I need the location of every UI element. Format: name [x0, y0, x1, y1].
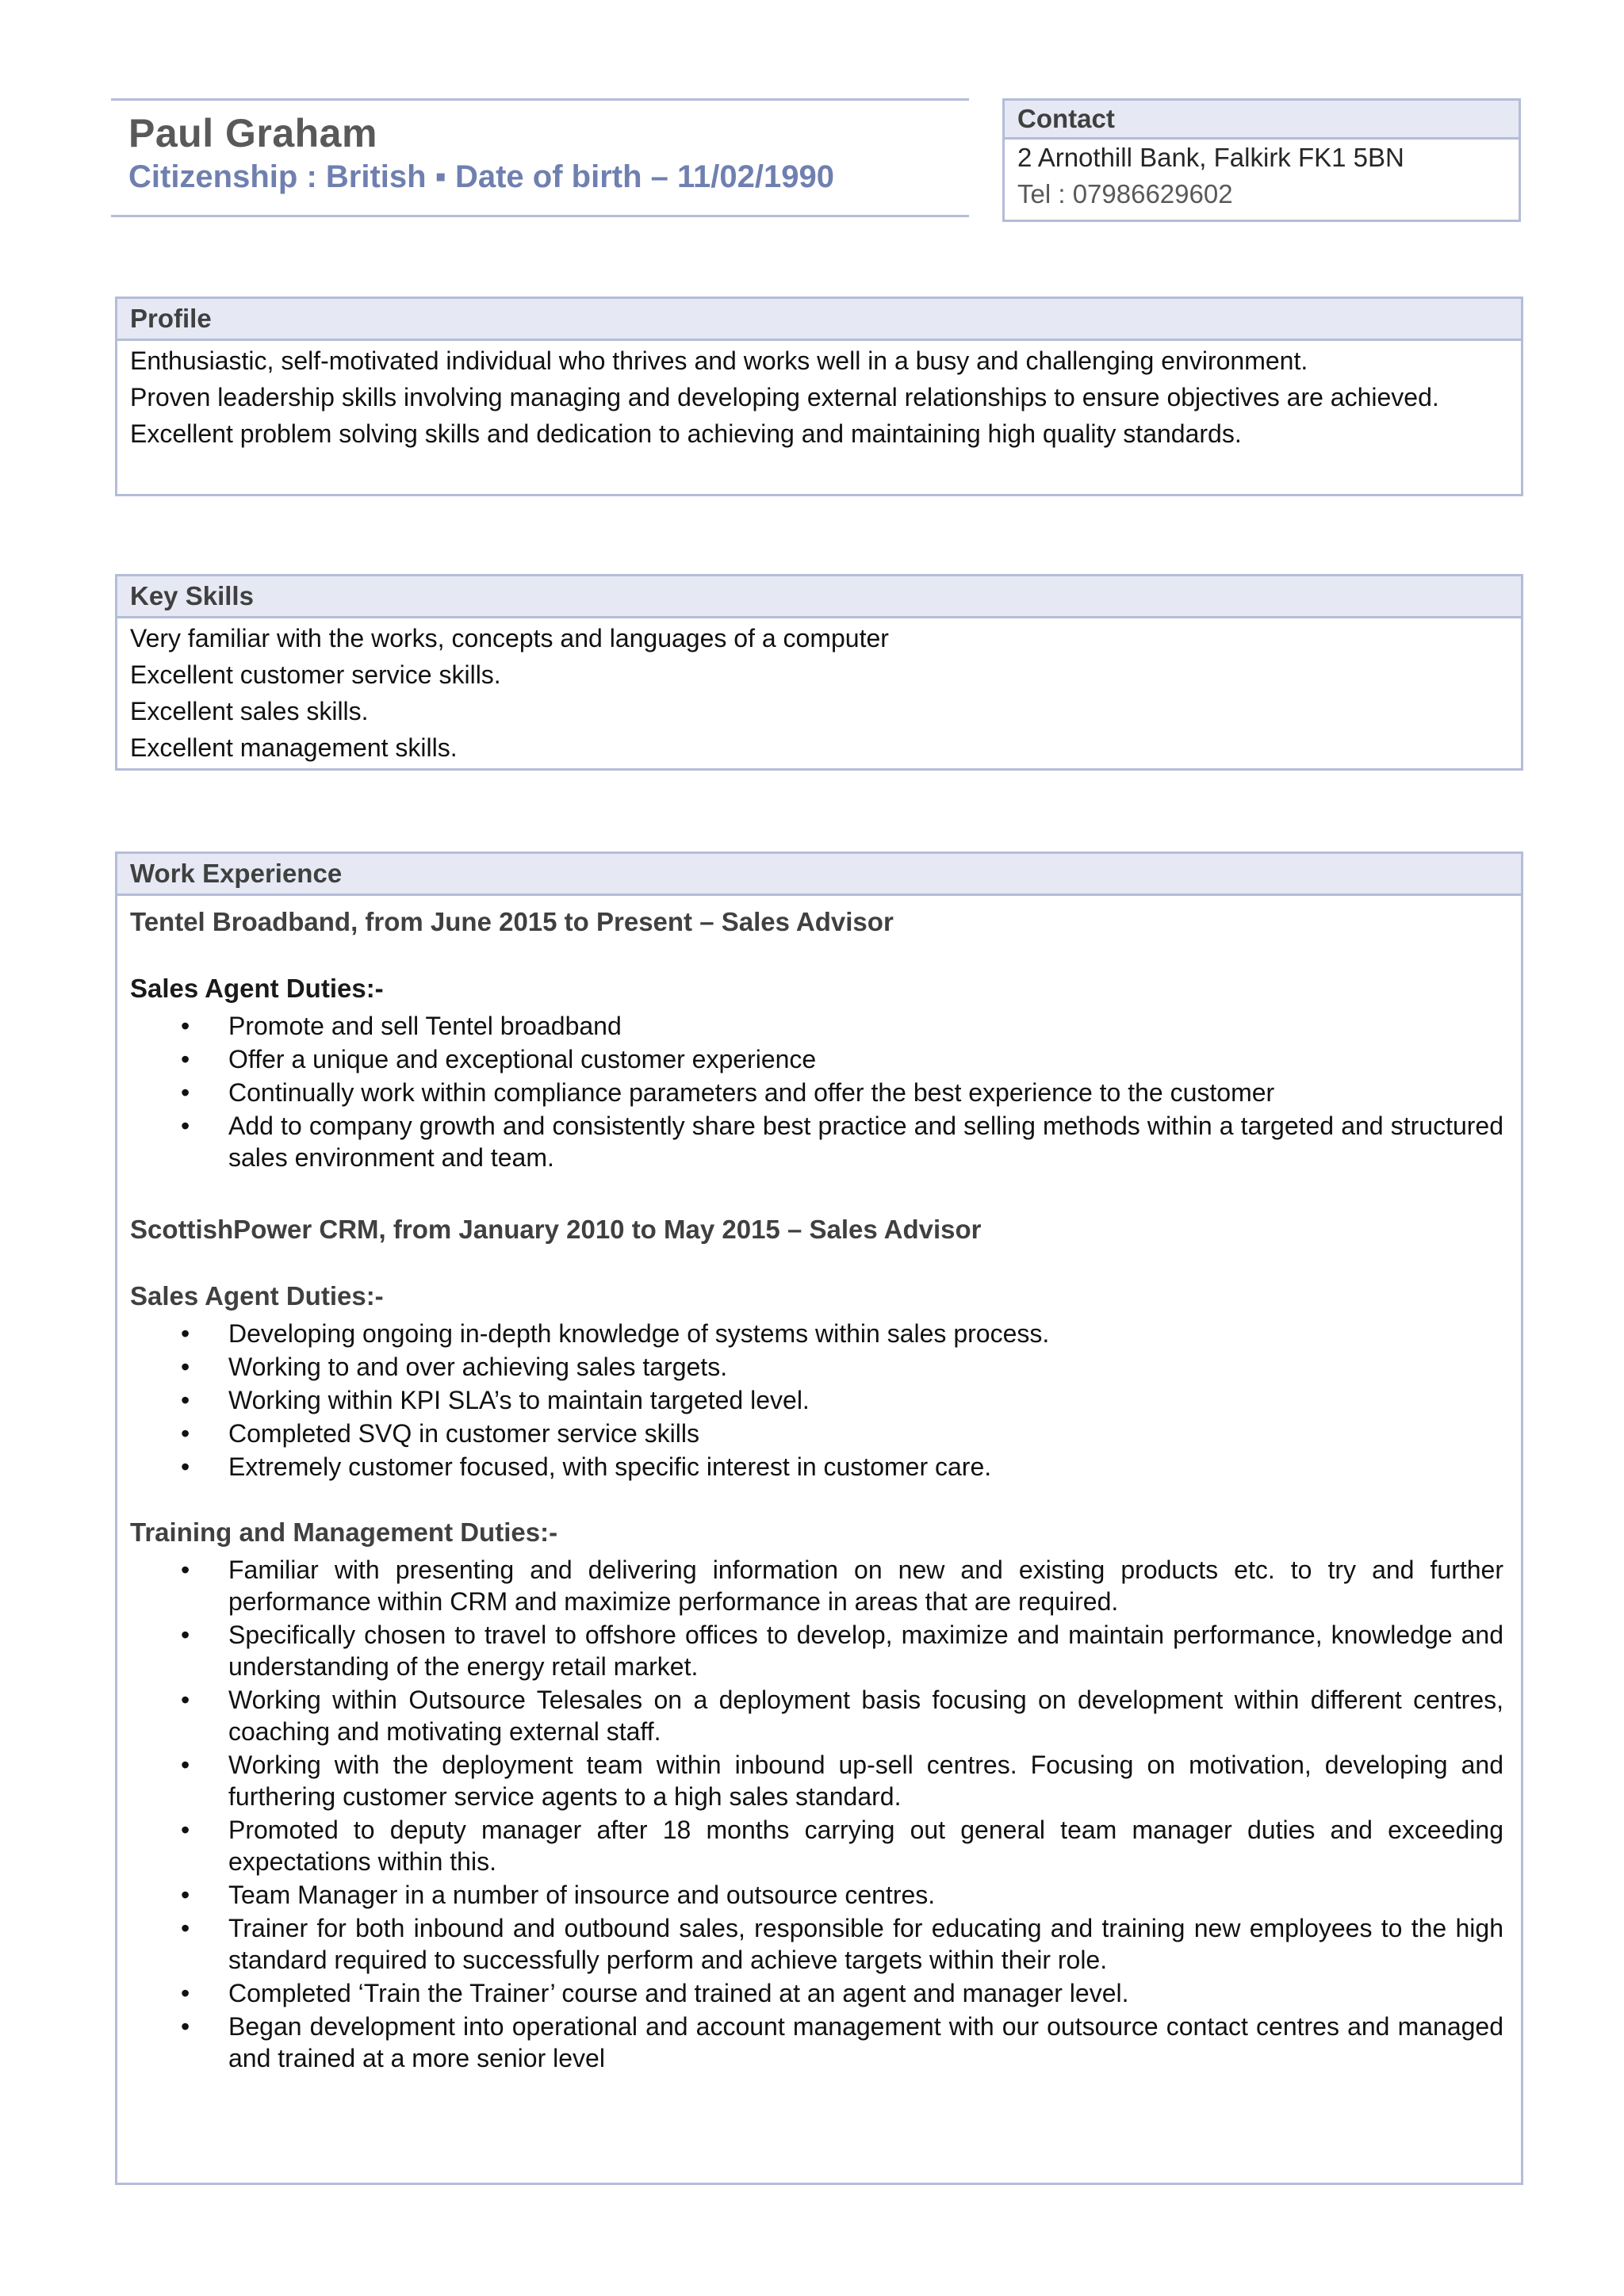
bullet-icon: •	[181, 1012, 190, 1040]
list-item: • Add to company growth and consistently share best practice and selling methods within a targeted and structured sales environment and team.	[181, 1112, 1503, 1172]
bullet-icon: •	[181, 1353, 190, 1381]
list-item: • Working with the deployment team within inbound up-sell centres. Focusing on motivation, developing and furthering customer service agents to a high sales standard.	[181, 1751, 1503, 1811]
skill-line: Excellent management skills.	[130, 733, 458, 762]
duties-heading: Sales Agent Duties:-	[130, 974, 384, 1003]
bullet-icon: •	[181, 1881, 190, 1909]
bullet-icon: •	[181, 1386, 190, 1414]
list-item: • Completed SVQ in customer service skills	[181, 1419, 699, 1448]
list-item: • Familiar with presenting and delivering information on new and existing products etc. to try and further performance within CRM and maximize performance in areas that are required.	[181, 1556, 1503, 1616]
profile-title: Profile	[117, 299, 1521, 341]
duties-heading: Sales Agent Duties:-	[130, 1281, 384, 1311]
citizenship-dob: Citizenship : British ▪ Date of birth – 11/02/1990	[128, 159, 834, 194]
list-item: • Began development into operational and account management with our outsource contact centres and managed and trained at a more senior level	[181, 2012, 1503, 2072]
contact-tel: Tel : 07986629602	[1017, 179, 1233, 209]
duties-list	[130, 1554, 1503, 2074]
duties-heading: Training and Management Duties:-	[130, 1517, 558, 1547]
contact-box	[1002, 98, 1521, 222]
bullet-icon: •	[181, 1452, 190, 1481]
work-experience-body	[117, 896, 1521, 2084]
key-skills-section	[115, 574, 1523, 771]
bullet-icon: •	[181, 1979, 190, 2007]
work-experience-section	[115, 851, 1523, 2185]
duties-list	[130, 1318, 1503, 1483]
list-item: • Working within Outsource Telesales on a deployment basis focusing on development within different centres, coaching and motivating external staff.	[181, 1686, 1503, 1746]
job-title: ScottishPower CRM, from January 2010 to May 2015 – Sales Advisor	[130, 1215, 982, 1244]
profile-line: Enthusiastic, self-motivated individual who thrives and works well in a busy and challenging environment.	[130, 346, 1308, 375]
list-item: • Team Manager in a number of insource and outsource centres.	[181, 1881, 936, 1909]
bullet-icon: •	[181, 1556, 190, 1584]
list-item: • Working to and over achieving sales targets.	[181, 1353, 728, 1381]
profile-section	[115, 297, 1523, 496]
list-item: • Developing ongoing in-depth knowledge of systems within sales process.	[181, 1319, 1050, 1348]
list-item: • Completed ‘Train the Trainer’ course and trained at an agent and manager level.	[181, 1979, 1129, 2007]
candidate-name: Paul Graham	[128, 111, 377, 155]
bullet-icon: •	[181, 1621, 190, 1649]
bullet-icon: •	[181, 1686, 190, 1714]
profile-line: Proven leadership skills involving managing and developing external relationships to ensure objectives are achieved.	[130, 383, 1439, 411]
job-title: Tentel Broadband, from June 2015 to Present – Sales Advisor	[130, 907, 894, 936]
profile-line: Excellent problem solving skills and dedication to achieving and maintaining high quality standards.	[130, 419, 1242, 448]
bullet-icon: •	[181, 1751, 190, 1779]
list-item: • Promote and sell Tentel broadband	[181, 1012, 622, 1040]
skill-line: Very familiar with the works, concepts and languages of a computer	[130, 624, 889, 652]
list-item: • Extremely customer focused, with specific interest in customer care.	[181, 1452, 992, 1481]
bullet-icon: •	[181, 1914, 190, 1942]
contact-address: 2 Arnothill Bank, Falkirk FK1 5BN	[1017, 143, 1404, 172]
bullet-icon: •	[181, 1078, 190, 1107]
list-item: • Working within KPI SLA’s to maintain targeted level.	[181, 1386, 810, 1414]
work-experience-title: Work Experience	[117, 854, 1521, 896]
bullet-icon: •	[181, 1816, 190, 1844]
key-skills-title: Key Skills	[117, 576, 1521, 618]
list-item: • Specifically chosen to travel to offshore offices to develop, maximize and maintain performance, knowledge and understanding of the energy retail market.	[181, 1621, 1503, 1681]
bullet-icon: •	[181, 2012, 190, 2041]
skill-line: Excellent customer service skills.	[130, 660, 501, 689]
duties-list	[130, 1010, 1503, 1173]
skill-line: Excellent sales skills.	[130, 697, 369, 725]
list-item: • Continually work within compliance parameters and offer the best experience to the customer	[181, 1078, 1275, 1107]
bullet-icon: •	[181, 1045, 190, 1073]
cv-header	[111, 98, 969, 217]
profile-body	[117, 341, 1521, 461]
list-item: • Promoted to deputy manager after 18 months carrying out general team manager duties and exceeding expectations within this.	[181, 1816, 1503, 1876]
contact-title: Contact	[1005, 101, 1519, 140]
list-item: • Offer a unique and exceptional customer experience	[181, 1045, 817, 1073]
bullet-icon: •	[181, 1112, 190, 1140]
list-item: • Trainer for both inbound and outbound sales, responsible for educating and training new employees to the high standard required to successfully perform and achieve targets within their role.	[181, 1914, 1503, 1974]
bullet-icon: •	[181, 1419, 190, 1448]
key-skills-body	[117, 618, 1521, 775]
bullet-icon: •	[181, 1319, 190, 1348]
